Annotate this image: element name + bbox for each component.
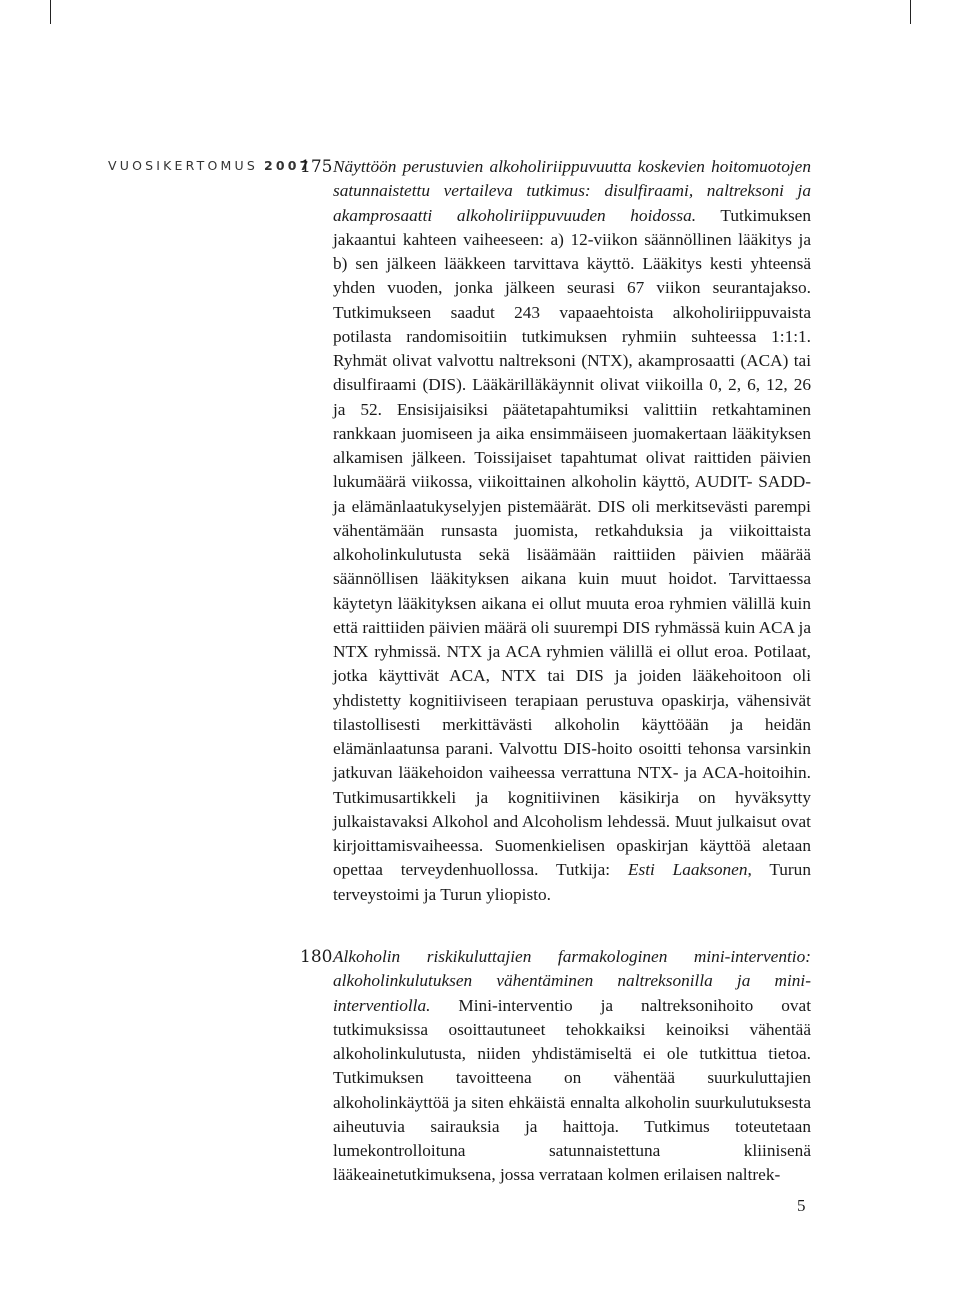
running-head-year: 2007 — [263, 158, 312, 173]
running-head — [108, 158, 312, 173]
researcher-name: Esti Laaksonen — [627, 860, 748, 880]
entry-text: Tutkimuksen jakaantui kahteen vaiheeseen: a) 12-viikon säännöllinen lääkitys ja b) sen jälkeen lääkkeen tarvittava käyttö. Lääkitys kesti yhteensä yhden vuoden, jonka jälkeen seurasi 67 viikon seurantajakso. Tutkimukseen saadut 243 vapaaehtoista alkoholiriippuvaista potilasta randomisoitiin tutkimuksen ryhmiin suhteessa 1:1:1. Ryhmät olivat valvottu naltreksoni (NTX), akamprosaatti (ACA) tai disulfiraami (DIS). Lääkärilläkäynnit olivat viikoilla 0, 2, 6, 12, 26 ja 52. Ensisijaisiksi päätetapahtumiksi valittiin retkahtaminen rankkaan juomiseen ja aika ensimmäiseen juomakertaan lääkityksen alkamisen jälkeen. Toissijaiset tapahtumat olivat raittiden päivien lukumäärä viikossa, viikoittainen alkoholin käyttö, AUDIT- SADD- ja elämänlaatukyselyjen pistemäärät. DIS oli merkitsevästi parempi vähentämään runsasta juomista, retkahduksia ja viikoittaista alkoholinkulutusta sekä lisäämään raittiiden päivien määrää säännöllisen lääkityksen aikana kuin muut hoidot. Tarvittaessa käytetyn lääkityksen aikana ei ollut muuta eroa ryhmien välillä kuin että raittiiden päivien määrä oli suurempi DIS ryhmässä kuin ACA ja NTX ryhmissä. NTX ja ACA ryhmien välillä ei ollut eroa. Potilaat, jotka käyttivät ACA, NTX tai DIS ja joiden lääkehoitoon oli yhdistetty kognitiiviseen terapiaan perustuva opaskirja, vähensivät tilastollisesti merkittävästi alkoholin käyttöään ja heidän elämänlaatunsa parani. Valvottu DIS-hoito osoitti tehonsa varsinkin jatkuvan lääkehoidon vaiheessa verrattuna NTX- ja ACA-hoitoihin. Tutkimusartikkeli ja kognitiivinen käsikirja on hyväksytty julkaistavaksi Alkohol and Alcoholism lehdessä. Muut julkaisut ovat kirjoittamisvaiheessa. Suomenkielisen opaskirjan käyttöä aletaan opettaa terveydenhuollossa. Tutkija: — [333, 205, 811, 880]
entry-body — [333, 945, 811, 1188]
entry-text: Mini-interventio ja naltreksonihoito ovat tutkimuksissa osoittautuneet tehokkaiksi keinoiksi vähentää alkoholinkulutusta, niiden yhdistämiseltä ei ole tutkittua tietoa. Tutkimuksen tavoitteena on vähentää suurkuluttajien alkoholinkäyttöä ja siten ehkäistä ennalta alkoholin suurkulutuksesta aiheutuvia sairauksia ja haittoja. Tutkimus toteutetaan lumekontrolloituna satunnaistettuna kliinisenä lääkeainetutkimuksena, jossa verrataan kolmen erilaisen naltrek- — [333, 995, 811, 1185]
entry-number: 180 — [300, 947, 333, 967]
running-head-label: VUOSIKERTOMUS — [108, 158, 258, 173]
entry-title: Alkoholin riskikuluttajien farmakologinen mini-interventio: alkoholinkulutuksen vähentäminen naltreksonilla ja mini-interventiolla. — [333, 947, 811, 1015]
entry-number: 175 — [300, 157, 333, 177]
researcher-affiliation: , Turun terveystoimi ja Turun yliopisto. — [333, 860, 811, 904]
entry-paragraph — [333, 155, 811, 907]
entry-paragraph — [333, 945, 811, 1188]
entry-body — [333, 155, 811, 907]
page-number: 5 — [797, 1196, 806, 1215]
entry-title: Näyttöön perustuvien alkoholiriippuvuutta koskevien hoitomuotojen satunnaistettu vertaileva tutkimus: disulfiraami, naltreksoni ja akamprosaatti alkoholiriippuvuuden hoidossa. — [333, 157, 811, 225]
